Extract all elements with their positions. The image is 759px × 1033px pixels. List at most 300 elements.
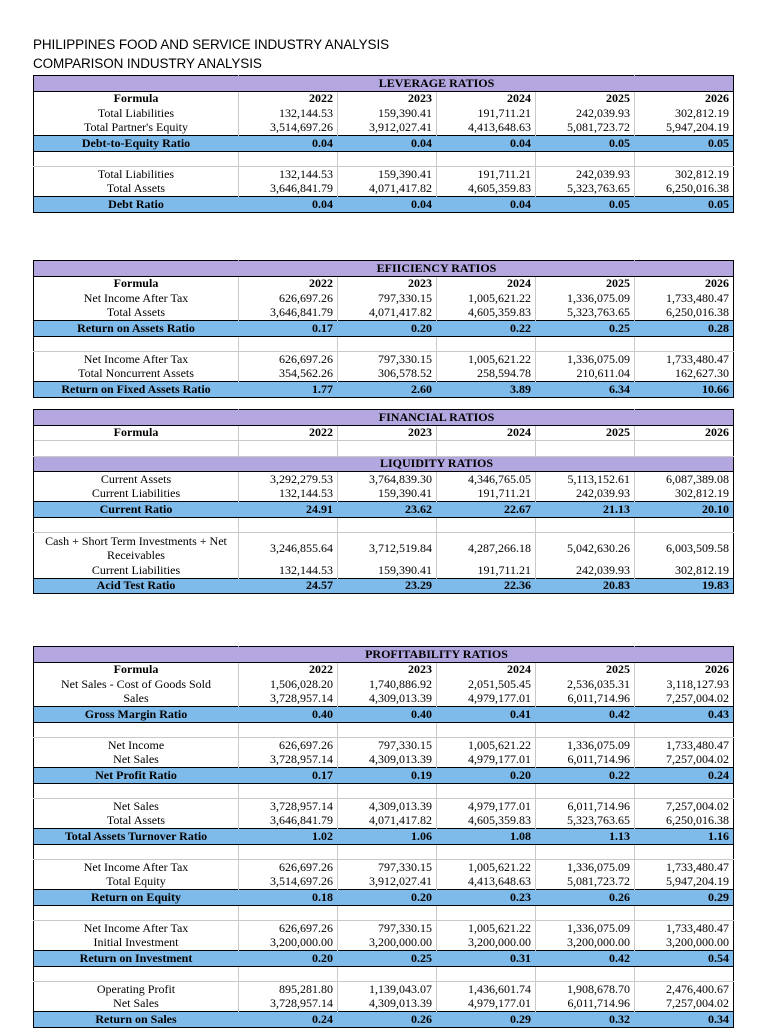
formula-value: 191,711.21 — [437, 487, 536, 502]
formula-row — [34, 367, 734, 382]
return-on-equity-group — [34, 860, 734, 906]
year-header-row — [34, 91, 734, 106]
formula-value: 3,200,000.00 — [536, 936, 635, 951]
formula-value: 1,733,480.47 — [635, 352, 734, 367]
formula-value: 5,081,723.72 — [536, 121, 635, 136]
ratio-name: Net Profit Ratio — [34, 768, 239, 784]
formula-label: Current Liabilities — [34, 487, 239, 502]
ratio-value: 10.66 — [635, 382, 734, 398]
ratio-value: 0.41 — [437, 707, 536, 723]
formula-row — [34, 121, 734, 136]
formula-value: 797,330.15 — [338, 291, 437, 306]
formula-value: 1,005,621.22 — [437, 738, 536, 753]
gross-margin-group — [34, 677, 734, 722]
formula-row — [34, 921, 734, 936]
formula-value: 1,908,678.70 — [536, 982, 635, 997]
formula-value: 4,979,177.01 — [437, 692, 536, 707]
formula-value: 6,250,016.38 — [635, 182, 734, 197]
ratio-name: Debt-to-Equity Ratio — [34, 136, 239, 152]
ratio-name: Return on Assets Ratio — [34, 321, 239, 337]
formula-value: 4,605,359.83 — [437, 814, 536, 829]
formula-value: 1,336,075.09 — [536, 352, 635, 367]
ratio-value: 0.04 — [239, 136, 338, 152]
formula-value: 3,646,841.79 — [239, 306, 338, 321]
ratio-result-row — [34, 197, 734, 213]
formula-row — [34, 182, 734, 197]
ratio-result-row — [34, 136, 734, 152]
ratio-value: 1.13 — [536, 829, 635, 845]
formula-value: 3,200,000.00 — [437, 936, 536, 951]
subsection-title: LIQUIDITY RATIOS — [239, 456, 635, 472]
formula-label: Current Liabilities — [34, 563, 239, 578]
formula-value: 132,144.53 — [239, 167, 338, 182]
ratio-name: Total Assets Turnover Ratio — [34, 829, 239, 845]
ratio-value: 1.02 — [239, 829, 338, 845]
formula-header: Formula — [34, 425, 239, 441]
formula-label: Operating Profit — [34, 982, 239, 997]
ratio-value: 0.28 — [635, 321, 734, 337]
year-header: 2022 — [239, 91, 338, 106]
year-header: 2024 — [437, 662, 536, 677]
ratio-value: 2.60 — [338, 382, 437, 398]
formula-value: 242,039.93 — [536, 106, 635, 121]
formula-value: 5,113,152.61 — [536, 472, 635, 487]
ratio-value: 0.04 — [239, 197, 338, 213]
formula-value: 191,711.21 — [437, 106, 536, 121]
formula-label: Net Income After Tax — [34, 352, 239, 367]
formula-value: 7,257,004.02 — [635, 799, 734, 814]
formula-value: 4,979,177.01 — [437, 997, 536, 1012]
formula-row — [34, 533, 734, 564]
formula-value: 1,336,075.09 — [536, 738, 635, 753]
spacer-row — [34, 336, 734, 352]
ratio-value: 20.10 — [635, 502, 734, 518]
formula-value: 4,071,417.82 — [338, 306, 437, 321]
formula-value: 302,812.19 — [635, 167, 734, 182]
year-header: 2026 — [635, 425, 734, 441]
ratio-value: 21.13 — [536, 502, 635, 518]
year-header: 2023 — [338, 425, 437, 441]
ratio-result-row — [34, 578, 734, 594]
ratio-value: 0.04 — [437, 197, 536, 213]
year-header: 2025 — [536, 276, 635, 291]
year-header: 2023 — [338, 662, 437, 677]
formula-value: 3,200,000.00 — [635, 936, 734, 951]
formula-label: Total Assets — [34, 182, 239, 197]
ratio-value: 0.29 — [635, 890, 734, 906]
report-subtitle: COMPARISON INDUSTRY ANALYSIS — [33, 56, 262, 71]
formula-label: Total Assets — [34, 306, 239, 321]
formula-value: 159,390.41 — [338, 167, 437, 182]
formula-label: Total Equity — [34, 875, 239, 890]
ratio-value: 0.19 — [338, 768, 437, 784]
ratio-value: 20.83 — [536, 578, 635, 594]
formula-row — [34, 563, 734, 578]
formula-value: 2,051,505.45 — [437, 677, 536, 692]
ratio-value: 22.36 — [437, 578, 536, 594]
ratio-value: 0.05 — [536, 197, 635, 213]
formula-label: Total Liabilities — [34, 167, 239, 182]
formula-value: 1,336,075.09 — [536, 291, 635, 306]
year-header: 2023 — [338, 276, 437, 291]
ratio-value: 0.05 — [635, 197, 734, 213]
formula-value: 3,728,957.14 — [239, 753, 338, 768]
spacer-row — [34, 441, 734, 457]
year-header: 2025 — [536, 425, 635, 441]
formula-value: 4,071,417.82 — [338, 814, 437, 829]
formula-value: 132,144.53 — [239, 487, 338, 502]
ratio-name: Acid Test Ratio — [34, 578, 239, 594]
formula-value: 1,436,601.74 — [437, 982, 536, 997]
formula-row — [34, 936, 734, 951]
formula-value: 3,712,519.84 — [338, 533, 437, 564]
ratio-value: 0.25 — [536, 321, 635, 337]
ratio-value: 1.06 — [338, 829, 437, 845]
formula-value: 191,711.21 — [437, 563, 536, 578]
ratio-value: 3.89 — [437, 382, 536, 398]
leverage-ratios-table — [33, 75, 734, 213]
ratio-value: 0.04 — [338, 197, 437, 213]
formula-value: 1,733,480.47 — [635, 860, 734, 875]
ratio-value: 0.32 — [536, 1012, 635, 1028]
formula-value: 3,514,697.26 — [239, 875, 338, 890]
formula-value: 5,947,204.19 — [635, 875, 734, 890]
formula-label: Initial Investment — [34, 936, 239, 951]
year-header: 2024 — [437, 91, 536, 106]
formula-value: 7,257,004.02 — [635, 692, 734, 707]
formula-value: 242,039.93 — [536, 167, 635, 182]
ratio-value: 22.67 — [437, 502, 536, 518]
formula-value: 1,336,075.09 — [536, 921, 635, 936]
year-header: 2025 — [536, 662, 635, 677]
spacer-row — [34, 722, 734, 738]
spacer-row — [34, 517, 734, 533]
formula-label: Sales — [34, 692, 239, 707]
debt-ratio-group — [34, 167, 734, 213]
formula-value: 1,506,028.20 — [239, 677, 338, 692]
section-title: LEVERAGE RATIOS — [239, 76, 635, 92]
ratio-name: Current Ratio — [34, 502, 239, 518]
formula-row — [34, 692, 734, 707]
formula-value: 1,740,886.92 — [338, 677, 437, 692]
financial-ratios-table — [33, 409, 734, 594]
formula-value: 6,011,714.96 — [536, 692, 635, 707]
formula-row — [34, 472, 734, 487]
year-header: 2022 — [239, 662, 338, 677]
ratio-value: 0.20 — [338, 321, 437, 337]
return-on-fixed-assets-group — [34, 352, 734, 398]
formula-header: Formula — [34, 91, 239, 106]
ratio-value: 0.20 — [239, 951, 338, 967]
year-header: 2026 — [635, 276, 734, 291]
formula-value: 3,728,957.14 — [239, 997, 338, 1012]
formula-value: 3,118,127.93 — [635, 677, 734, 692]
section-title-row — [34, 647, 734, 663]
formula-value: 626,697.26 — [239, 921, 338, 936]
ratio-value: 6.34 — [536, 382, 635, 398]
formula-row — [34, 753, 734, 768]
ratio-value: 0.25 — [338, 951, 437, 967]
formula-value: 626,697.26 — [239, 860, 338, 875]
formula-value: 895,281.80 — [239, 982, 338, 997]
ratio-value: 0.17 — [239, 768, 338, 784]
formula-row — [34, 352, 734, 367]
formula-row — [34, 814, 734, 829]
ratio-name: Debt Ratio — [34, 197, 239, 213]
formula-value: 797,330.15 — [338, 352, 437, 367]
formula-label: Total Liabilities — [34, 106, 239, 121]
formula-value: 159,390.41 — [338, 106, 437, 121]
asset-turnover-group — [34, 799, 734, 845]
year-header: 2022 — [239, 276, 338, 291]
year-header-row — [34, 425, 734, 441]
formula-value: 1,005,621.22 — [437, 921, 536, 936]
formula-label: Total Partner's Equity — [34, 121, 239, 136]
formula-value: 3,646,841.79 — [239, 814, 338, 829]
ratio-result-row — [34, 1012, 734, 1028]
spacer-row — [34, 966, 734, 982]
formula-value: 4,309,013.39 — [338, 753, 437, 768]
acid-test-group — [34, 533, 734, 594]
return-on-assets-group — [34, 291, 734, 336]
formula-value: 4,309,013.39 — [338, 997, 437, 1012]
formula-label: Net Sales — [34, 799, 239, 814]
report-title: PHILIPPINES FOOD AND SERVICE INDUSTRY ANALYSIS — [33, 37, 390, 52]
formula-value: 626,697.26 — [239, 291, 338, 306]
ratio-value: 23.62 — [338, 502, 437, 518]
formula-value: 191,711.21 — [437, 167, 536, 182]
spacer-row — [34, 905, 734, 921]
ratio-result-row — [34, 502, 734, 518]
ratio-name: Return on Sales — [34, 1012, 239, 1028]
formula-value: 242,039.93 — [536, 487, 635, 502]
ratio-name: Gross Margin Ratio — [34, 707, 239, 723]
ratio-value: 0.26 — [536, 890, 635, 906]
ratio-value: 0.23 — [437, 890, 536, 906]
formula-label: Net Income After Tax — [34, 291, 239, 306]
net-profit-group — [34, 738, 734, 784]
formula-value: 6,250,016.38 — [635, 814, 734, 829]
formula-value: 6,011,714.96 — [536, 997, 635, 1012]
ratio-name: Return on Fixed Assets Ratio — [34, 382, 239, 398]
formula-label: Net Sales — [34, 997, 239, 1012]
formula-value: 3,246,855.64 — [239, 533, 338, 564]
formula-value: 4,309,013.39 — [338, 692, 437, 707]
formula-value: 302,812.19 — [635, 563, 734, 578]
formula-value: 5,947,204.19 — [635, 121, 734, 136]
formula-value: 797,330.15 — [338, 921, 437, 936]
formula-value: 797,330.15 — [338, 738, 437, 753]
ratio-value: 0.20 — [437, 768, 536, 784]
ratio-value: 0.42 — [536, 707, 635, 723]
section-title: PROFITABILITY RATIOS — [239, 647, 635, 663]
formula-value: 5,042,630.26 — [536, 533, 635, 564]
ratio-value: 1.16 — [635, 829, 734, 845]
formula-value: 6,011,714.96 — [536, 799, 635, 814]
formula-row — [34, 106, 734, 121]
formula-value: 354,562.26 — [239, 367, 338, 382]
formula-value: 242,039.93 — [536, 563, 635, 578]
year-header-row — [34, 662, 734, 677]
formula-value: 3,200,000.00 — [239, 936, 338, 951]
section-title-row — [34, 410, 734, 426]
formula-value: 3,728,957.14 — [239, 799, 338, 814]
ratio-value: 0.40 — [338, 707, 437, 723]
ratio-value: 0.04 — [437, 136, 536, 152]
profitability-ratios-table — [33, 646, 734, 1028]
year-header: 2026 — [635, 662, 734, 677]
year-header: 2026 — [635, 91, 734, 106]
formula-label: Net Income After Tax — [34, 921, 239, 936]
ratio-value: 0.31 — [437, 951, 536, 967]
ratio-result-row — [34, 321, 734, 337]
formula-row — [34, 997, 734, 1012]
section-title-row — [34, 76, 734, 92]
formula-label: Net Sales — [34, 753, 239, 768]
formula-value: 162,627.30 — [635, 367, 734, 382]
return-on-investment-group — [34, 921, 734, 967]
ratio-value: 23.29 — [338, 578, 437, 594]
formula-value: 302,812.19 — [635, 487, 734, 502]
ratio-value: 24.91 — [239, 502, 338, 518]
formula-value: 159,390.41 — [338, 563, 437, 578]
section-title: EFIICIENCY RATIOS — [239, 261, 635, 277]
formula-value: 3,912,027.41 — [338, 875, 437, 890]
formula-value: 626,697.26 — [239, 352, 338, 367]
formula-row — [34, 860, 734, 875]
year-header: 2024 — [437, 425, 536, 441]
formula-label: Net Income — [34, 738, 239, 753]
ratio-result-row — [34, 890, 734, 906]
formula-value: 3,912,027.41 — [338, 121, 437, 136]
formula-value: 4,413,648.63 — [437, 875, 536, 890]
formula-value: 1,733,480.47 — [635, 291, 734, 306]
ratio-value: 0.24 — [635, 768, 734, 784]
ratio-value: 0.22 — [437, 321, 536, 337]
formula-row — [34, 677, 734, 692]
formula-value: 6,250,016.38 — [635, 306, 734, 321]
ratio-value: 0.22 — [536, 768, 635, 784]
ratio-value: 0.34 — [635, 1012, 734, 1028]
formula-value: 797,330.15 — [338, 860, 437, 875]
formula-value: 132,144.53 — [239, 563, 338, 578]
formula-header: Formula — [34, 276, 239, 291]
formula-value: 1,733,480.47 — [635, 921, 734, 936]
formula-header: Formula — [34, 662, 239, 677]
formula-value: 258,594.78 — [437, 367, 536, 382]
subsection-title-row — [34, 456, 734, 472]
ratio-value: 24.57 — [239, 578, 338, 594]
formula-label: Current Assets — [34, 472, 239, 487]
debt-to-equity-group — [34, 106, 734, 151]
formula-value: 3,764,839.30 — [338, 472, 437, 487]
formula-value: 3,292,279.53 — [239, 472, 338, 487]
year-header: 2022 — [239, 425, 338, 441]
efficiency-ratios-table — [33, 260, 734, 398]
formula-value: 4,071,417.82 — [338, 182, 437, 197]
formula-value: 1,005,621.22 — [437, 860, 536, 875]
formula-row — [34, 799, 734, 814]
formula-value: 1,005,621.22 — [437, 352, 536, 367]
formula-value: 5,323,763.65 — [536, 306, 635, 321]
ratio-value: 19.83 — [635, 578, 734, 594]
ratio-result-row — [34, 768, 734, 784]
formula-value: 4,287,266.18 — [437, 533, 536, 564]
formula-label: Net Income After Tax — [34, 860, 239, 875]
formula-value: 5,323,763.65 — [536, 182, 635, 197]
ratio-name: Return on Investment — [34, 951, 239, 967]
formula-value: 4,346,765.05 — [437, 472, 536, 487]
formula-row — [34, 167, 734, 182]
formula-value: 132,144.53 — [239, 106, 338, 121]
formula-value: 3,514,697.26 — [239, 121, 338, 136]
formula-value: 7,257,004.02 — [635, 997, 734, 1012]
formula-value: 6,011,714.96 — [536, 753, 635, 768]
ratio-value: 0.04 — [338, 136, 437, 152]
formula-row — [34, 306, 734, 321]
formula-row — [34, 875, 734, 890]
formula-value: 306,578.52 — [338, 367, 437, 382]
formula-value: 1,733,480.47 — [635, 738, 734, 753]
formula-value: 5,323,763.65 — [536, 814, 635, 829]
formula-value: 302,812.19 — [635, 106, 734, 121]
ratio-result-row — [34, 829, 734, 845]
ratio-value: 0.43 — [635, 707, 734, 723]
ratio-value: 1.08 — [437, 829, 536, 845]
section-title-row — [34, 261, 734, 277]
formula-value: 159,390.41 — [338, 487, 437, 502]
formula-value: 3,646,841.79 — [239, 182, 338, 197]
ratio-value: 0.18 — [239, 890, 338, 906]
year-header-row — [34, 276, 734, 291]
formula-value: 5,081,723.72 — [536, 875, 635, 890]
ratio-value: 1.77 — [239, 382, 338, 398]
formula-row — [34, 982, 734, 997]
current-ratio-group — [34, 472, 734, 518]
ratio-value: 0.05 — [635, 136, 734, 152]
formula-value: 3,200,000.00 — [338, 936, 437, 951]
ratio-result-row — [34, 951, 734, 967]
ratio-value: 0.17 — [239, 321, 338, 337]
formula-value: 4,979,177.01 — [437, 799, 536, 814]
formula-value: 7,257,004.02 — [635, 753, 734, 768]
formula-row — [34, 291, 734, 306]
ratio-result-row — [34, 382, 734, 398]
section-title: FINANCIAL RATIOS — [239, 410, 635, 426]
ratio-name: Return on Equity — [34, 890, 239, 906]
formula-value: 3,728,957.14 — [239, 692, 338, 707]
ratio-value: 0.20 — [338, 890, 437, 906]
ratio-value: 0.40 — [239, 707, 338, 723]
year-header: 2025 — [536, 91, 635, 106]
ratio-value: 0.29 — [437, 1012, 536, 1028]
ratio-value: 0.26 — [338, 1012, 437, 1028]
formula-value: 1,139,043.07 — [338, 982, 437, 997]
spacer-row — [34, 844, 734, 860]
formula-value: 2,536,035.31 — [536, 677, 635, 692]
spacer-row — [34, 151, 734, 167]
formula-value: 4,605,359.83 — [437, 182, 536, 197]
formula-value: 2,476,400.67 — [635, 982, 734, 997]
ratio-result-row — [34, 707, 734, 723]
formula-row — [34, 738, 734, 753]
ratio-value: 0.05 — [536, 136, 635, 152]
formula-value: 4,309,013.39 — [338, 799, 437, 814]
formula-value: 6,087,389.08 — [635, 472, 734, 487]
formula-value: 1,336,075.09 — [536, 860, 635, 875]
formula-label: Net Sales - Cost of Goods Sold — [34, 677, 239, 692]
formula-value: 6,003,509.58 — [635, 533, 734, 564]
